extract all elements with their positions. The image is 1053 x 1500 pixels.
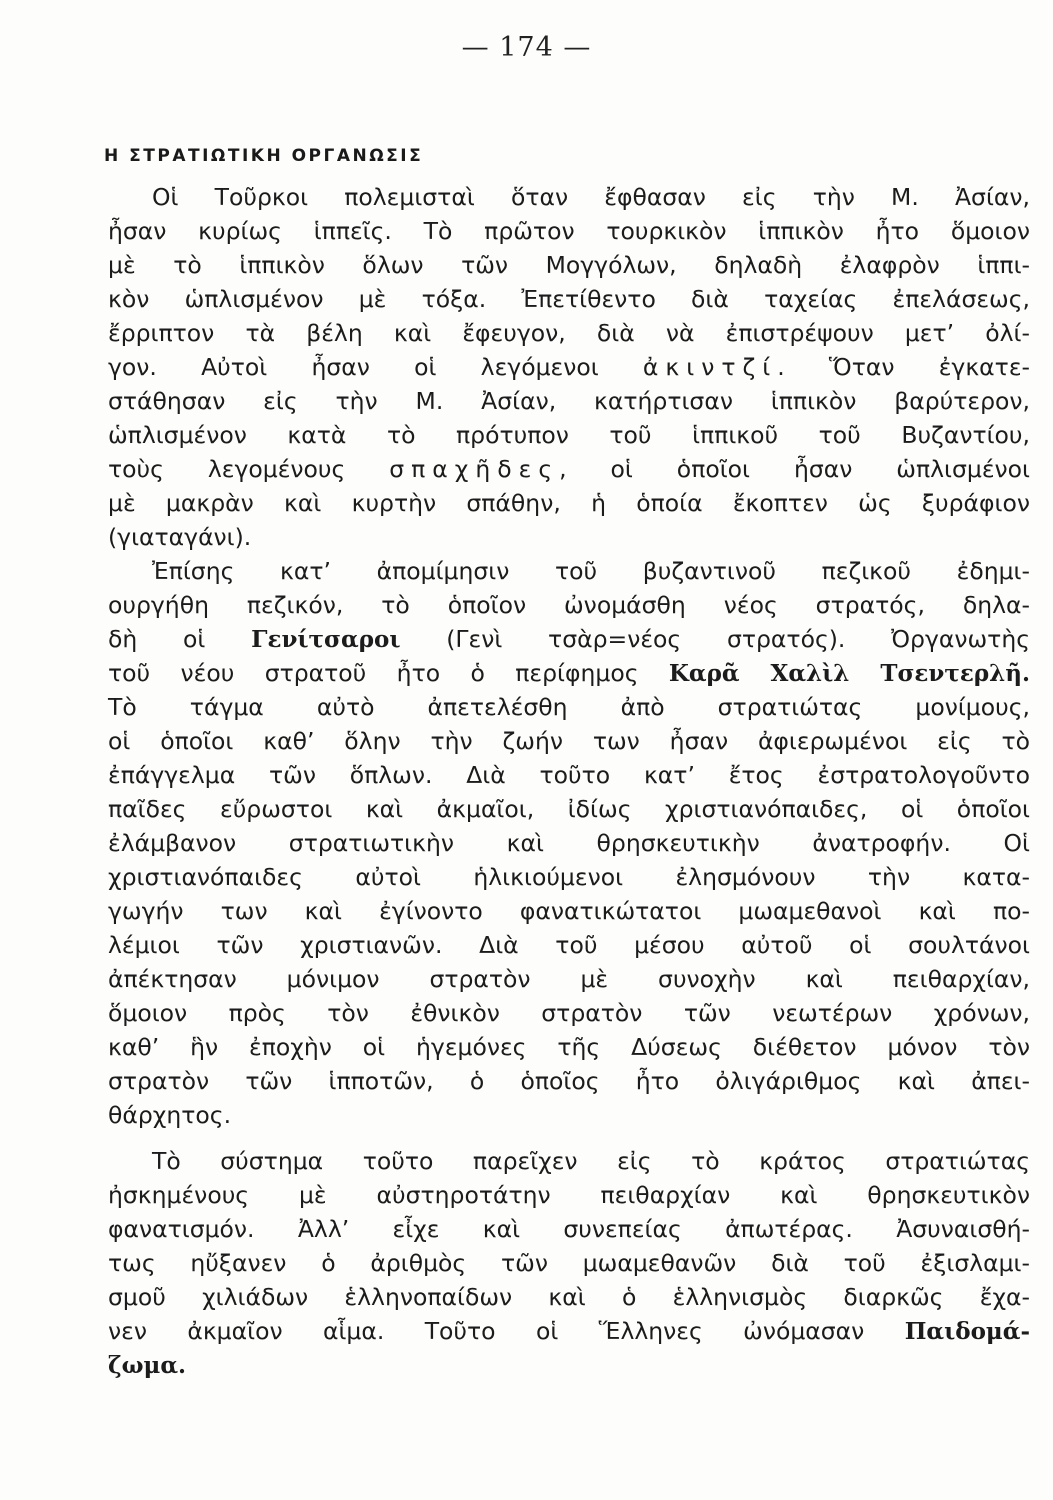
text-segment: παῖδες εὔρωστοι καὶ ἀκμαῖοι, ἰδίως χριστιανόπαιδες, οἱ ὁποῖοι xyxy=(108,795,1030,823)
text-line xyxy=(108,452,1030,486)
text-segment: ἔρριπτον τὰ βέλη καὶ ἔφευγον, διὰ νὰ ἐπιστρέψουν μετ’ ὀλί- xyxy=(108,319,1030,347)
text-segment: . Ὅταν ἐγκατε- xyxy=(777,353,1031,381)
text-segment: στάθησαν εἰς τὴν Μ. Ἀσίαν, κατήρτισαν ἱππικὸν βαρύτερον, xyxy=(108,387,1030,415)
text-segment: ἐλάμβανον στρατιωτικὴν καὶ θρησκευτικὴν ἀνατροφήν. Οἱ xyxy=(108,829,1030,857)
text-line xyxy=(108,1064,1030,1098)
text-segment: καθ’ ἣν ἐποχὴν οἱ ἡγεμόνες τῆς Δύσεως διέθετον μόνον τὸν xyxy=(108,1033,1030,1061)
text-segment: ἐπάγγελμα τῶν ὅπλων. Διὰ τοῦτο κατ’ ἔτος ἐστρατολογοῦντο xyxy=(108,761,1030,789)
text-segment: (Γενὶ τσὰρ=νέος στρατός). Ὀργανωτὴς xyxy=(400,625,1030,653)
text-segment: ἀπέκτησαν μόνιμον στρατὸν μὲ συνοχὴν καὶ πειθαρχίαν, xyxy=(108,965,1030,993)
text-line xyxy=(108,1098,1030,1132)
text-segment: δὴ οἱ xyxy=(108,625,252,653)
section-title: Η ΣΤΡΑΤΙΩΤΙΚΗ ΟΡΓΑΝΩΣΙΣ xyxy=(104,146,424,166)
text-segment: Οἱ Τοῦρκοι πολεμισταὶ ὅταν ἔφθασαν εἰς τὴν Μ. Ἀσίαν, xyxy=(152,183,1030,211)
text-segment: ὅμοιον πρὸς τὸν ἐθνικὸν στρατὸν τῶν νεωτέρων χρόνων, xyxy=(108,999,1030,1027)
text-segment: Τὸ τάγμα αὐτὸ ἀπετελέσθη ἀπὸ στρατιώτας μονίμους, xyxy=(108,693,1030,721)
text-line xyxy=(108,1246,1030,1280)
text-segment: , οἱ ὁποῖοι ἦσαν ὡπλισμένοι xyxy=(559,455,1030,483)
text-segment: (γιαταγάνι). xyxy=(108,523,252,551)
text-line xyxy=(108,350,1030,384)
text-line xyxy=(108,758,1030,792)
text-segment: μὲ μακρὰν καὶ κυρτὴν σπάθην, ἡ ὁποία ἔκοπτεν ὡς ξυράφιον xyxy=(108,489,1030,517)
text-line xyxy=(108,384,1030,418)
text-segment: Τὸ σύστημα τοῦτο παρεῖχεν εἰς τὸ κράτος στρατιώτας xyxy=(152,1147,1030,1175)
text-segment: τοὺς λεγομένους xyxy=(108,455,390,483)
text-line xyxy=(108,1212,1030,1246)
text-segment: σμοῦ χιλιάδων ἑλληνοπαίδων καὶ ὁ ἑλληνισμὸς διαρκῶς ἔχα- xyxy=(108,1283,1030,1311)
bold-term: ζωμα. xyxy=(108,1352,187,1379)
text-line xyxy=(108,826,1030,860)
page-number: — 174 — xyxy=(461,32,592,63)
text-segment: τοῦ νέου στρατοῦ ἦτο ὁ περίφημος xyxy=(108,659,669,687)
text-segment: μὲ τὸ ἱππικὸν ὅλων τῶν Μογγόλων, δηλαδὴ ἐλαφρὸν ἱππι- xyxy=(108,251,1030,279)
text-line xyxy=(108,554,1030,588)
text-line xyxy=(108,622,1030,656)
text-line xyxy=(108,180,1030,214)
text-segment: χριστιανόπαιδες αὐτοὶ ἡλικιούμενοι ἐλησμόνουν τὴν κατα- xyxy=(108,863,1030,891)
text-line xyxy=(108,486,1030,520)
text-line xyxy=(108,894,1030,928)
text-segment: λέμιοι τῶν χριστιανῶν. Διὰ τοῦ μέσου αὐτοῦ οἱ σουλτάνοι xyxy=(108,931,1030,959)
spaced-term: σπαχῆδες xyxy=(389,455,560,483)
bold-term: Παιδομά- xyxy=(904,1318,1030,1345)
text-line xyxy=(108,1348,1030,1382)
text-segment: γωγήν των καὶ ἐγίνοντο φανατικώτατοι μωαμεθανοὶ καὶ πο- xyxy=(108,897,1030,925)
text-segment: ἦσαν κυρίως ἱππεῖς. Τὸ πρῶτον τουρκικὸν ἱππικὸν ἦτο ὅμοιον xyxy=(108,217,1030,245)
spaced-term: ἀκιντζί xyxy=(642,353,778,381)
text-segment: νεν ἀκμαῖον αἷμα. Τοῦτο οἱ Ἕλληνες ὠνόμασαν xyxy=(108,1317,905,1345)
text-line xyxy=(108,1314,1030,1348)
text-segment: στρατὸν τῶν ἱπποτῶν, ὁ ὁποῖος ἦτο ὀλιγάριθμος καὶ ἀπει- xyxy=(108,1067,1030,1095)
text-line xyxy=(108,792,1030,826)
bold-term: Καρᾶ Χαλὶλ Τσεντερλῆ. xyxy=(668,660,1030,687)
text-line xyxy=(108,418,1030,452)
text-segment: κὸν ὡπλισμένον μὲ τόξα. Ἐπετίθεντο διὰ ταχείας ἐπελάσεως, xyxy=(108,285,1030,313)
text-line xyxy=(108,1144,1030,1178)
text-line xyxy=(108,214,1030,248)
text-line xyxy=(108,656,1030,690)
text-segment: θάρχητος. xyxy=(108,1101,232,1129)
text-line xyxy=(108,860,1030,894)
text-line xyxy=(108,248,1030,282)
text-segment: γον. Αὐτοὶ ἦσαν οἱ λεγόμενοι xyxy=(108,353,643,381)
text-line xyxy=(108,690,1030,724)
text-line xyxy=(108,282,1030,316)
text-line xyxy=(108,520,1030,554)
text-line xyxy=(108,724,1030,758)
text-segment: φανατισμόν. Ἀλλ’ εἶχε καὶ συνεπείας ἀπωτέρας. Ἀσυναισθή- xyxy=(108,1215,1030,1243)
text-line xyxy=(108,316,1030,350)
text-line xyxy=(108,1030,1030,1064)
text-segment: ἠσκημένους μὲ αὐστηροτάτην πειθαρχίαν καὶ θρησκευτικὸν xyxy=(108,1181,1030,1209)
text-segment: οἱ ὁποῖοι καθ’ ὅλην τὴν ζωήν των ἦσαν ἀφιερωμένοι εἰς τὸ xyxy=(108,727,1030,755)
text-line xyxy=(108,588,1030,622)
text-line xyxy=(108,1280,1030,1314)
text-line xyxy=(108,962,1030,996)
body-text xyxy=(108,180,1030,1382)
text-segment: ὡπλισμένον κατὰ τὸ πρότυπον τοῦ ἱππικοῦ τοῦ Βυζαντίου, xyxy=(108,421,1030,449)
text-segment: ουργήθη πεζικόν, τὸ ὁποῖον ὠνομάσθη νέος στρατός, δηλα- xyxy=(108,591,1030,619)
bold-term: Γενίτσαροι xyxy=(251,626,401,653)
text-line xyxy=(108,928,1030,962)
text-line xyxy=(108,1178,1030,1212)
text-segment: τως ηὔξανεν ὁ ἀριθμὸς τῶν μωαμεθανῶν διὰ τοῦ ἐξισλαμι- xyxy=(108,1249,1030,1277)
text-segment: Ἐπίσης κατ’ ἀπομίμησιν τοῦ βυζαντινοῦ πεζικοῦ ἐδημι- xyxy=(152,557,1030,585)
text-line xyxy=(108,996,1030,1030)
